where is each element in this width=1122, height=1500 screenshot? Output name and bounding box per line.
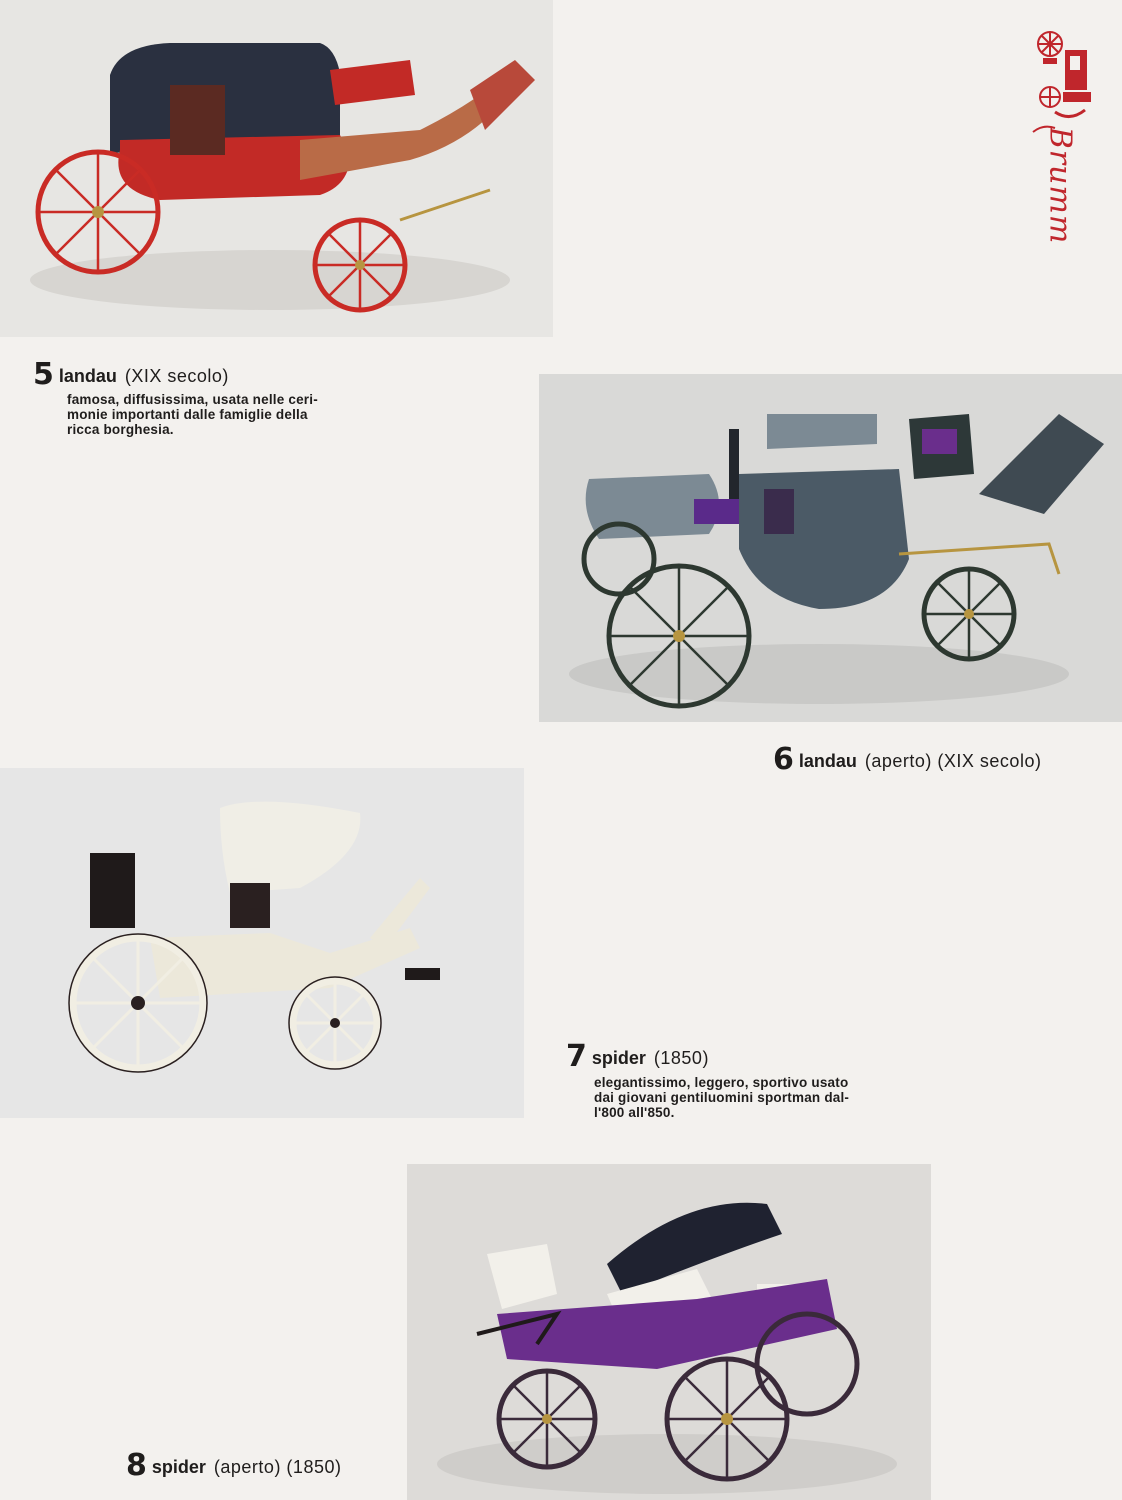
photo-landau-open (539, 374, 1122, 722)
caption-item-5 (33, 357, 229, 392)
description-item-5 (67, 392, 318, 437)
brand-name: Brumm (1042, 126, 1078, 244)
description-line: ricca borghesia. (67, 422, 174, 437)
description-line: monie importanti dalle famiglie della (67, 407, 308, 422)
item-name: spider (151, 1457, 206, 1477)
caption-item-6 (773, 742, 1041, 777)
caption-item-7 (566, 1039, 709, 1074)
photo-spider-open (407, 1164, 931, 1500)
item-period: (aperto) (XIX secolo) (864, 751, 1042, 771)
item-period: (XIX secolo) (124, 366, 229, 386)
photo-spider-white (0, 768, 524, 1118)
description-item-7 (594, 1075, 849, 1120)
item-number: 7 (566, 1039, 586, 1074)
item-name: landau (798, 751, 857, 771)
item-number: 6 (773, 742, 793, 777)
item-name: landau (58, 366, 117, 386)
description-line: famosa, diffusissima, usata nelle ceri- (67, 392, 318, 407)
caption-item-8 (126, 1448, 341, 1483)
item-number: 5 (33, 357, 53, 392)
item-period: (aperto) (1850) (213, 1457, 342, 1477)
item-period: (1850) (653, 1048, 709, 1068)
description-line: elegantissimo, leggero, sportivo usato (594, 1075, 849, 1090)
item-number: 8 (126, 1448, 146, 1483)
item-name: spider (591, 1048, 646, 1068)
description-line: dai giovani gentiluomini sportman dal- (594, 1090, 850, 1105)
description-line: l'800 all'850. (594, 1105, 675, 1120)
photo-landau-red (0, 0, 553, 337)
